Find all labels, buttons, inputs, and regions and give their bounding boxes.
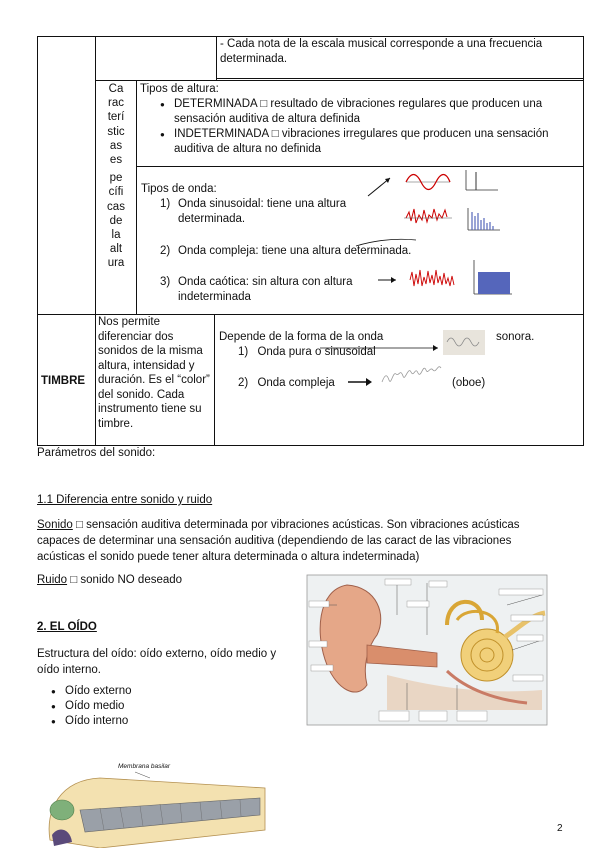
onda-caotica-item (160, 275, 370, 305)
onda-sinusoidal-item (160, 197, 370, 227)
caracteristicas-label-part: de (109, 214, 123, 227)
caracteristicas-label-part: cas (107, 200, 125, 213)
oido-list (45, 684, 131, 729)
arrow-icon (366, 378, 372, 386)
altura-determinada: ● DETERMINADA □ resultado de vibraciones regulares que producen una sensación auditiva de altura definida (154, 97, 580, 127)
caracteristicas-label-part: terí (107, 111, 125, 124)
caracteristicas-label (98, 82, 134, 271)
caracteristicas-label-part: alt (109, 243, 123, 256)
ear-anatomy-figure (307, 575, 547, 725)
caracteristicas-label-part: cífi (108, 186, 124, 199)
timbre-depende: Depende de la forma de la onda (219, 331, 384, 343)
section-1-1-heading: 1.1 Diferencia entre sonido y ruido (37, 494, 213, 506)
list-item: ● Oído externo (45, 684, 131, 699)
table-caption: Parámetros del sonido: (37, 447, 156, 459)
item-text: Onda compleja (257, 377, 335, 389)
item-text: Onda pura o sinusoidal (257, 346, 376, 358)
caracteristicas-label-part: stic (107, 125, 125, 138)
list-item: ● Oído medio (45, 699, 131, 714)
sonido-term: Sonido (37, 519, 73, 531)
timbre-wave-diagrams (320, 328, 520, 398)
timbre-description: Nos permite diferenciar dos sonidos de la misma altura, intensidad y duración. Es el “color” del sonido. Cada instrumento tiene su timbre. (98, 316, 210, 430)
item-number: 1) (160, 198, 171, 210)
caracteristicas-label-part: la (111, 229, 121, 242)
sonido-definition: □ sensación auditiva determinada por vibraciones acústicas. Son vibraciones acústicas capaces de determinar una sensación auditiva (dependiendo de las caract de las vibraciones acústicas el sonido puede tener altura determinada o altura indeterminada) (37, 519, 520, 563)
page-number: 2 (557, 823, 563, 834)
oboe-wave-icon (382, 367, 441, 382)
caracteristicas-label-part: es (109, 154, 123, 167)
tipos-altura-title: Tipos de altura: (140, 83, 219, 95)
caracteristicas-label-part: pe (109, 172, 123, 185)
ruido-term: Ruido (37, 574, 68, 586)
timbre-sonora: sonora. (496, 331, 535, 343)
ruido-paragraph (37, 574, 182, 586)
membrana-basilar-label: Membrana basilar (118, 763, 171, 770)
oido-intro: Estructura del oído: oído externo, oído medio y oído interno. (37, 648, 277, 676)
basilar-membrane-figure (40, 770, 270, 848)
item-number: 1) (238, 346, 249, 358)
item-number: 3) (160, 276, 171, 288)
item-text: Onda compleja: tiene una altura determinada. (178, 245, 412, 257)
item-number: 2) (160, 245, 171, 257)
tipos-onda-title: Tipos de onda: (141, 183, 217, 195)
complex-wave-icon (406, 209, 447, 223)
timbre-label: TIMBRE (41, 375, 86, 387)
arrow-icon (433, 345, 438, 351)
tipos-altura-cell (140, 82, 580, 157)
noise-spectrum-icon (478, 272, 510, 294)
item-text: Onda sinusoidal: tiene una altura determinada. (178, 198, 347, 225)
wave-diagrams (366, 168, 516, 308)
caracteristicas-label-part: ura (107, 257, 125, 270)
sonido-paragraph (37, 517, 557, 565)
ruido-definition: □ sonido NO deseado (67, 574, 183, 586)
caracteristicas-label-part: as (109, 139, 123, 152)
frequency-note: - Cada nota de la escala musical corresponde a una frecuencia determinada. (220, 38, 543, 65)
item-number: 2) (238, 377, 249, 389)
list-item: ● Oído interno (45, 714, 131, 729)
chaotic-wave-icon (410, 270, 454, 286)
section-2-heading: 2. EL OÍDO (37, 621, 97, 633)
altura-indeterminada: ● INDETERMINADA □ vibraciones irregulares que producen una sensación auditiva de altura no definida (154, 127, 580, 157)
item-text: Onda caótica: sin altura con altura indeterminada (178, 276, 353, 303)
oboe-label: (oboe) (452, 377, 486, 389)
caracteristicas-label-part: rac (108, 97, 124, 110)
caracteristicas-label-part: Ca (108, 83, 124, 95)
